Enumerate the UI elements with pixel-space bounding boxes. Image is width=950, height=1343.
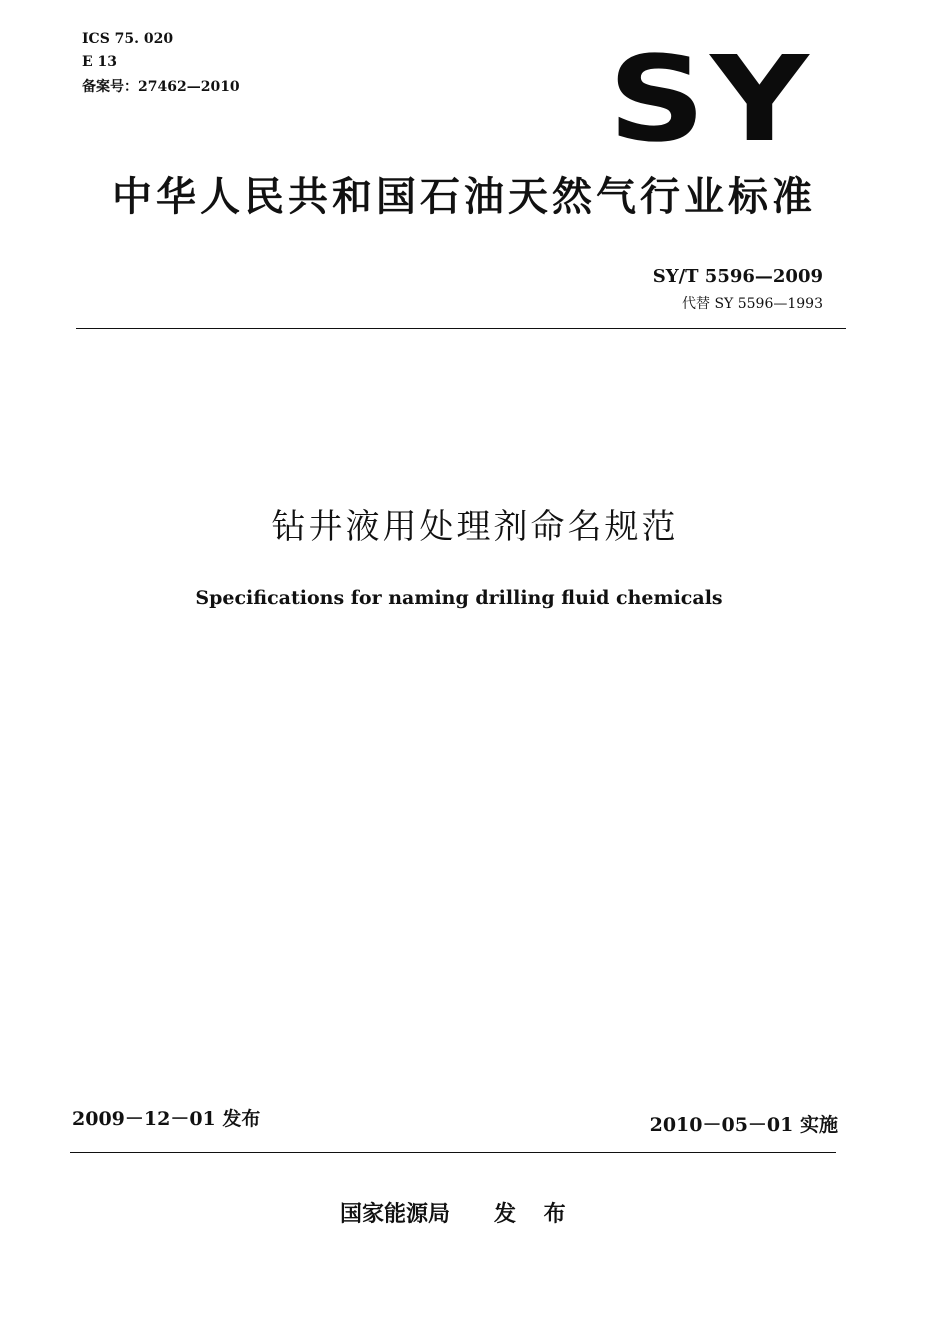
top-divider xyxy=(76,328,846,329)
record-number: 备案号：27462—2010 xyxy=(82,79,240,95)
document-title-english: Specifications for naming drilling fluid chemicals xyxy=(195,587,723,609)
bottom-divider xyxy=(70,1152,836,1153)
publisher-name: 国家能源局 xyxy=(340,1202,451,1227)
industry-standard-title: 中华人民共和国石油天然气行业标准 xyxy=(112,174,816,220)
document-title-chinese: 钻井液用处理剂命名规范 xyxy=(271,507,679,547)
standard-number: SY/T 5596—2009 xyxy=(652,266,823,287)
sy-logo: SY xyxy=(608,30,814,168)
replaces-standard: 代替 SY 5596—1993 xyxy=(682,296,823,312)
implementation-date: 2010－05－01 实施 xyxy=(649,1114,838,1136)
issue-date: 2009－12－01 发布 xyxy=(72,1108,261,1130)
publisher-line xyxy=(340,1200,576,1230)
publish-label: 发 布 xyxy=(494,1202,576,1227)
classification-code: E 13 xyxy=(82,54,118,70)
ics-code: ICS 75. 020 xyxy=(82,31,174,47)
